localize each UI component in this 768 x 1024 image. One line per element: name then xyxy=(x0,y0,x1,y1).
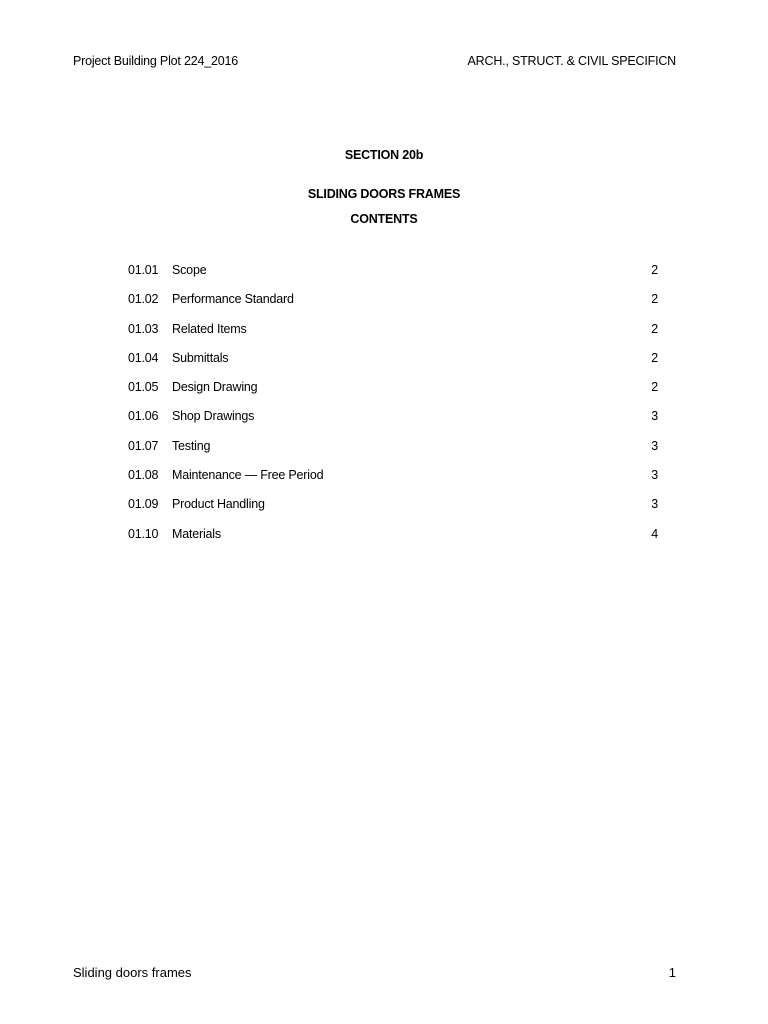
toc-number: 01.05 xyxy=(128,380,159,395)
toc-page: 3 xyxy=(651,497,658,512)
toc-row xyxy=(128,439,660,468)
toc-page: 2 xyxy=(651,350,658,365)
toc-row xyxy=(128,263,660,292)
toc-title: Materials xyxy=(172,526,221,541)
table-of-contents xyxy=(128,263,660,556)
subject-title: SLIDING DOORS FRAMES xyxy=(307,187,461,201)
toc-number: 01.01 xyxy=(128,263,159,277)
toc-page: 2 xyxy=(651,380,658,395)
toc-page: 3 xyxy=(651,438,658,453)
toc-row xyxy=(128,497,660,526)
contents-heading: CONTENTS xyxy=(350,212,418,226)
toc-row xyxy=(128,468,660,497)
toc-row xyxy=(128,527,660,556)
toc-title: Performance Standard xyxy=(172,292,294,307)
toc-row xyxy=(128,351,660,380)
toc-number: 01.07 xyxy=(128,438,159,453)
toc-row xyxy=(128,380,660,409)
toc-number: 01.02 xyxy=(128,292,159,307)
toc-number: 01.04 xyxy=(128,350,159,365)
toc-page: 2 xyxy=(651,321,658,336)
toc-title: Product Handling xyxy=(172,497,265,512)
toc-number: 01.10 xyxy=(128,526,159,541)
toc-number: 01.09 xyxy=(128,497,159,512)
toc-title: Design Drawing xyxy=(172,380,258,395)
toc-page: 3 xyxy=(651,468,658,483)
toc-page: 2 xyxy=(651,292,658,307)
toc-page: 4 xyxy=(651,526,658,541)
header-project-name: Project Building Plot 224_2016 xyxy=(73,54,238,68)
toc-page: 2 xyxy=(651,263,658,277)
header-spec-title: ARCH., STRUCT. & CIVIL SPECIFICN xyxy=(467,54,676,68)
toc-title: Related Items xyxy=(172,321,247,336)
toc-title: Submittals xyxy=(172,350,229,365)
toc-title: Shop Drawings xyxy=(172,409,255,424)
toc-number: 01.08 xyxy=(128,468,159,483)
toc-page: 3 xyxy=(651,409,658,424)
toc-row xyxy=(128,322,660,351)
section-title: SECTION 20b xyxy=(344,148,424,162)
toc-number: 01.03 xyxy=(128,321,159,336)
toc-number: 01.06 xyxy=(128,409,159,424)
footer-page-number: 1 xyxy=(668,965,676,980)
toc-row xyxy=(128,409,660,438)
toc-title: Scope xyxy=(172,263,207,277)
toc-row xyxy=(128,292,660,321)
footer-title: Sliding doors frames xyxy=(73,965,192,980)
toc-title: Testing xyxy=(172,438,211,453)
toc-title: Maintenance — Free Period xyxy=(172,468,324,483)
